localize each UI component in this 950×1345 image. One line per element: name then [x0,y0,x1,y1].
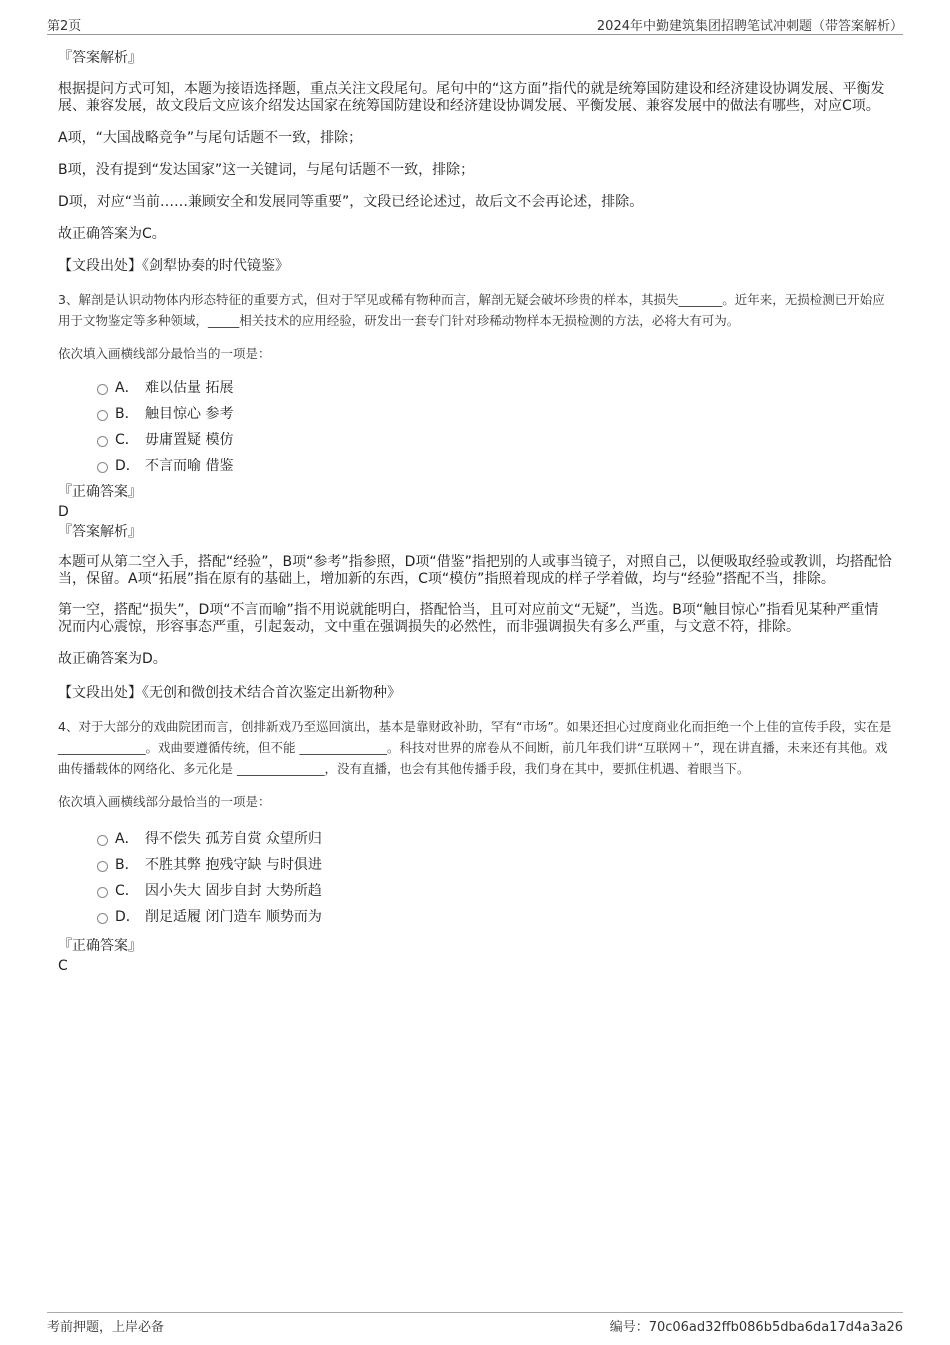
radio-icon[interactable] [97,410,108,421]
option-b[interactable]: B． 触目惊心 参考 [58,401,892,427]
document-content [58,48,892,976]
analysis-paragraph: A项，“大国战略竞争”与尾句话题不一致，排除； [58,130,363,146]
conclusion: 故正确答案为C。 [58,226,166,242]
option-list [58,826,892,930]
analysis-paragraph: 根据提问方式可知，本题为接语选择题，重点关注文段尾句。尾句中的“这方面”指代的就是统筹国防建设和经济建设协调发展、平衡发展、兼容发展，故文段后文应该介绍发达国家在统筹国防建设和经济建设协调发展、平衡发展、兼容发展中的做法有哪些，对应C项。 [58,81,885,114]
question-stem: 4、对于大部分的戏曲院团而言，创排新戏乃至巡回演出，基本是靠财政补助，罕有“市场”。如果还担心过度商业化而拒绝一个上佳的宣传手段，实在是 ______________。戏曲要遵循传统，但不能 ______________。科技对世界的席卷从不间断，前几年我们讲“互联网＋”，现在讲直播，未来还有其他。戏曲传播载体的网络化、多元化是 ______________，没有直播，也会有其他传播手段，我们身在其中，要抓住机遇、着眼当下。 [58,719,892,776]
option-d[interactable]: D． 不言而喻 借鉴 [58,453,892,479]
page-header [47,14,903,35]
radio-icon[interactable] [97,436,108,447]
source-citation: 【文段出处】《剑犁协奏的时代镜鉴》 [58,258,289,274]
answer-value: C [58,958,68,974]
option-d[interactable]: D． 削足适履 闭门造车 顺势而为 [58,904,892,930]
answer-label: 『正确答案』 [58,484,142,500]
answer-label: 『正确答案』 [58,938,142,954]
conclusion: 故正确答案为D。 [58,651,167,667]
radio-icon[interactable] [97,861,108,872]
document-title: 2024年中勤建筑集团招聘笔试冲刺题（带答案解析） [596,19,903,34]
option-c[interactable]: C． 毋庸置疑 模仿 [58,427,892,453]
answer-value: D [58,504,69,520]
question-prompt: 依次填入画横线部分最恰当的一项是： [58,346,271,361]
option-a[interactable]: A． 得不偿失 孤芳自赏 众望所归 [58,826,892,852]
page-number: 第2页 [47,19,82,34]
document-id: 编号：70c06ad32ffb086b5dba6da17d4a3a26 [609,1320,903,1335]
analysis-paragraph: 第一空，搭配“损失”，D项“不言而喻”指不用说就能明白，搭配恰当，且可对应前文“无疑”，当选。B项“触目惊心”指看见某种严重情况而内心震惊，形容事态严重，引起轰动，文中重在强调损失的必然性，而非强调损失有多么严重，与文意不符，排除。 [58,602,879,635]
radio-icon[interactable] [97,384,108,395]
analysis-label: 『答案解析』 [58,524,142,540]
analysis-label: 『答案解析』 [58,50,142,66]
question-stem: 3、解剖是认识动物体内形态特征的重要方式，但对于罕见或稀有物种而言，解剖无疑会破坏珍贵的样本，其损失_______。近年来，无损检测已开始应用于文物鉴定等多种领域，_____相关技术的应用经验，研发出一套专门针对珍稀动物样本无损检测的方法，必将大有可为。 [58,292,885,328]
source-citation: 【文段出处】《无创和微创技术结合首次鉴定出新物种》 [58,685,401,701]
footer-slogan: 考前押题，上岸必备 [47,1320,165,1335]
option-b[interactable]: B． 不胜其弊 抱残守缺 与时俱进 [58,852,892,878]
radio-icon[interactable] [97,462,108,473]
analysis-paragraph: 本题可从第二空入手，搭配“经验”，B项“参考”指参照，D项“借鉴”指把别的人或事当镜子，对照自己，以便吸取经验或教训，均搭配恰当，保留。A项“拓展”指在原有的基础上，增加新的东西，C项“模仿”指照着现成的样子学着做，均与“经验”搭配不当，排除。 [58,554,892,587]
page-footer [47,1312,903,1333]
question-prompt: 依次填入画横线部分最恰当的一项是： [58,794,271,809]
option-a[interactable]: A． 难以估量 拓展 [58,375,892,401]
analysis-paragraph: B项，没有提到“发达国家”这一关键词，与尾句话题不一致，排除； [58,162,475,178]
option-c[interactable]: C． 因小失大 固步自封 大势所趋 [58,878,892,904]
radio-icon[interactable] [97,835,108,846]
radio-icon[interactable] [97,913,108,924]
radio-icon[interactable] [97,887,108,898]
option-list [58,375,892,479]
analysis-paragraph: D项，对应“当前……兼顾安全和发展同等重要”，文段已经论述过，故后文不会再论述，排除。 [58,194,644,210]
